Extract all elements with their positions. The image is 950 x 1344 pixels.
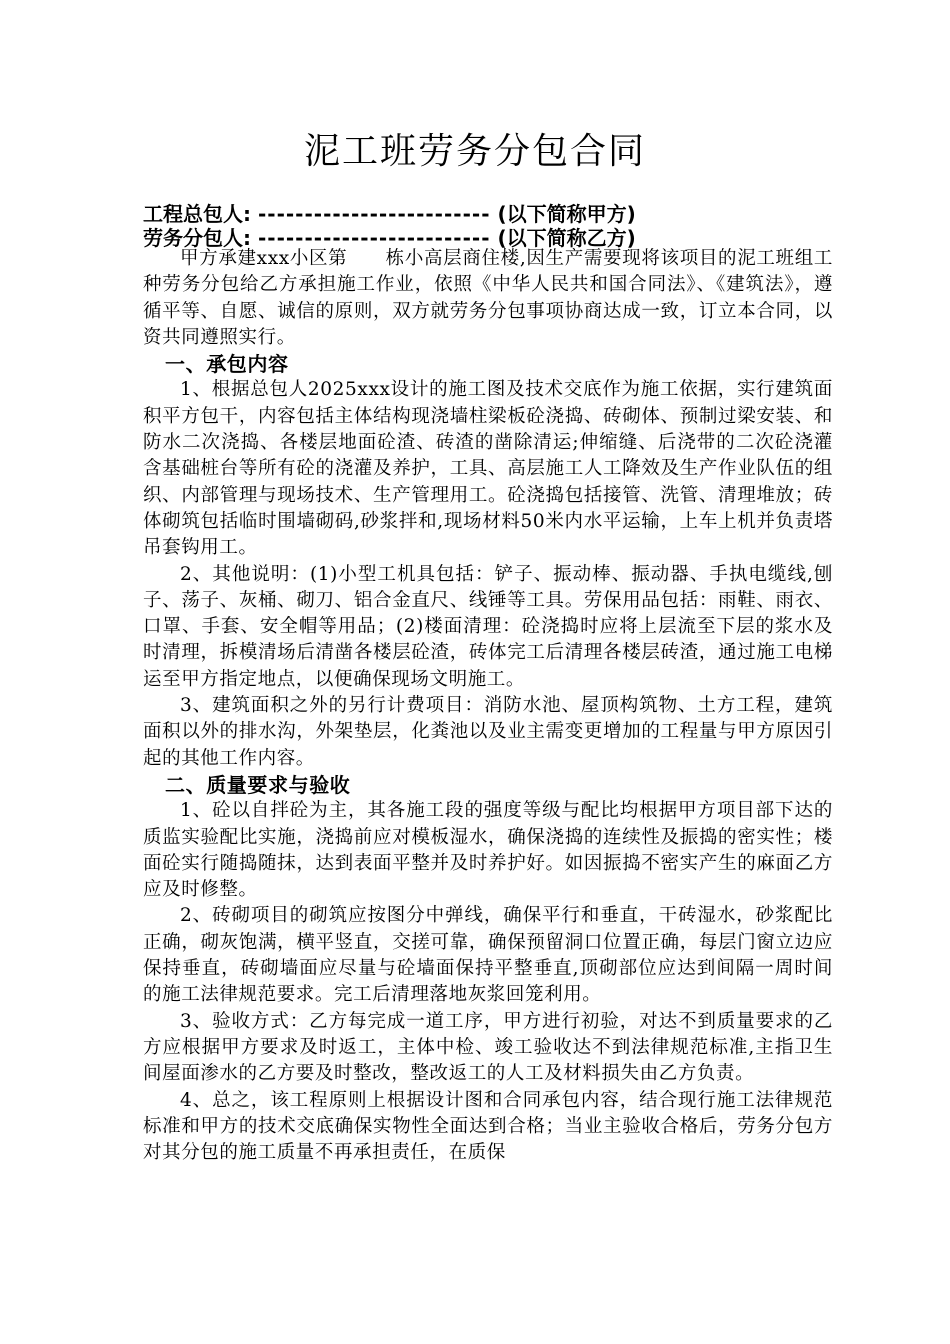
scope-clause: 2、其他说明：(1)小型工机具包括：铲子、振动棒、振动器、手执电缆线,刨子、荡子、灰桶、砌刀、铝合金直尺、线锤等工具。劳保用品包括：雨鞋、雨衣、口罩、手套、安全帽等用品；(2)楼面清理：砼浇捣时应将上层流至下层的浆水及时清理，拆模清场后清凿各楼层砼渣，砖体完工后清理各楼层砖渣，通过施工电梯运至甲方指定地点，以便确保现场文明施工。 [143,563,833,690]
quality-clause: 2、砖砌项目的砌筑应按图分中弹线，确保平行和垂直，干砖湿水，砂浆配比正确，砌灰饱满，横平竖直，交搓可靠，确保预留洞口位置正确，每层门窗立边应保持垂直，砖砌墙面应尽量与砼墙面保持平整垂直,顶砌部位应达到间隔一周时间的施工法律规范要求。完工后清理落地灰浆回笼利用。 [143,905,833,1006]
quality-clause: 3、验收方式：乙方每完成一道工序，甲方进行初验，对达不到质量要求的乙方应根据甲方要求及时返工，主体中检、竣工验收达不到法律规范标准,主指卫生间屋面渗水的乙方要及时整改，整改返工的人工及材料损失由乙方负责。 [143,1010,833,1085]
party-b-label: 劳务分包人: [143,226,251,250]
party-b-suffix: (以下简称乙方) [497,226,636,250]
party-a-blank: ------------------------- [257,202,491,226]
contract-body [143,246,833,1166]
section-heading-quality: 二、质量要求与验收 [165,772,351,797]
scope-clause: 3、建筑面积之外的另行计费项目：消防水池、屋顶构筑物、土方工程，建筑面积以外的排水沟，外架垫层，化粪池以及业主需变更增加的工程量与甲方原因引起的其他工作内容。 [143,695,833,769]
section-heading-scope: 一、承包内容 [165,352,289,377]
party-a-label: 工程总包人: [143,202,251,226]
party-b-blank: ------------------------- [257,226,491,250]
intro-paragraph: 甲方承建xxx小区第 栋小高层商住楼,因生产需要现将该项目的泥工班组工种劳务分包给乙方承担施工作业，依照《中华人民共和国合同法》、《建筑法》，遵循平等、自愿、诚信的原则，双方就劳务分包事项协商达成一致，订立本合同，以资共同遵照实行。 [143,248,833,348]
quality-clause: 1、砼以自拌砼为主，其各施工段的强度等级与配比均根据甲方项目部下达的质监实验配比实施，浇捣前应对模板湿水，确保浇捣的连续性及振捣的密实性；楼面砼实行随捣随抹，达到表面平整并及时养护好。如因振捣不密实产生的麻面乙方应及时修整。 [143,800,833,901]
document-title: 泥工班劳务分包合同 [303,131,646,172]
party-a-suffix: (以下简称甲方) [497,202,636,226]
quality-clause: 4、总之，该工程原则上根据设计图和合同承包内容，结合现行施工法律规范标准和甲方的技术交底确保实物性全面达到合格；当业主验收合格后，劳务分包方对其分包的施工质量不再承担责任，在质保 [143,1089,833,1164]
scope-clause: 1、根据总包人2025xxx设计的施工图及技术交底作为施工依据，实行建筑面积平方包干，内容包括主体结构现浇墙柱梁板砼浇捣、砖砌体、预制过梁安装、和防水二次浇捣、各楼层地面砼渣、砖渣的凿除清运;伸缩缝、后浇带的二次砼浇灌含基础桩台等所有砼的浇灌及养护，工具、高层施工人工降效及生产作业队伍的组织、内部管理与现场技术、生产管理用工。砼浇捣包括接管、洗管、清理堆放；砖体砌筑包括临时围墙砌码,砂浆拌和,现场材料50米内水平运输，上车上机并负责塔吊套钩用工。 [143,379,833,559]
party-a-line [143,201,636,227]
